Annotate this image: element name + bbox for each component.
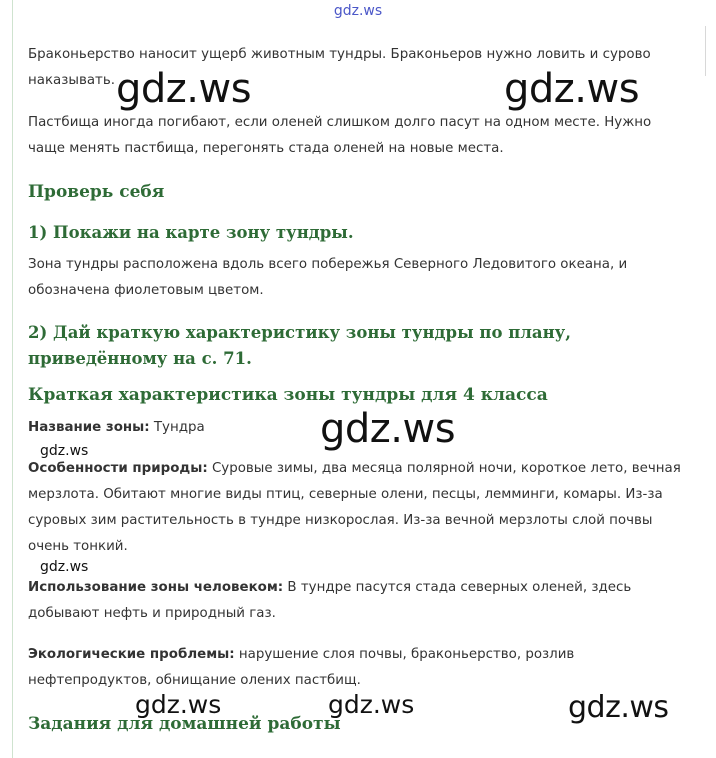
heading-check-yourself: Проверь себя	[28, 182, 165, 202]
answer-1: Зона тундры расположена вдоль всего побережья Северного Ледовитого океана, и обозначена фиолетовым цветом.	[28, 257, 628, 298]
usage-value: В тундре пасутся стада северных оленей, здесь добывают нефть и природный газ.	[28, 580, 632, 621]
nature-value: Суровые зимы, два месяца полярной ночи, короткое лето, вечная мерзлота. Обитают многие виды птиц, северные олени, песцы, лемминги, комары. Из-за суровых зим растительность в тундре низкорослая. Из-за вечной мерзлоты слой почвы очень тонкий.	[28, 461, 681, 554]
question-1: 1) Покажи на карте зону тундры.	[28, 223, 354, 242]
eco-value: нарушение слоя почвы, браконьерство, розлив нефтепродуктов, обнищание олених пастбищ.	[28, 647, 575, 688]
left-border	[12, 0, 13, 758]
right-border	[705, 26, 706, 76]
site-logo[interactable]: gdz.ws	[333, 3, 383, 19]
zone-name-value: Тундра	[149, 420, 205, 435]
watermark: gdz.ws	[568, 690, 669, 725]
watermark: gdz.ws	[116, 66, 252, 112]
usage-label: Использование зоны человеком:	[28, 580, 284, 595]
eco-row	[28, 642, 688, 694]
watermark: gdz.ws	[135, 690, 222, 719]
paragraph-pastures: Пастбища иногда погибают, если оленей слишком долго пасут на одном месте. Нужно чаще менять пастбища, перегонять стада оленей на новые места.	[28, 115, 652, 156]
watermark: gdz.ws	[328, 690, 415, 719]
homework-heading: Задания для домашней работы	[28, 714, 341, 734]
watermark: gdz.ws	[40, 443, 89, 459]
summary-heading: Краткая характеристика зоны тундры для 4 класса	[28, 385, 548, 405]
zone-name-label: Название зоны:	[28, 420, 150, 435]
paragraph-poaching: Браконьерство наносит ущерб животным тундры. Браконьеров нужно ловить и сурово наказывать.	[28, 47, 651, 88]
usage-row	[28, 575, 688, 627]
nature-label: Особенности природы:	[28, 461, 208, 476]
question-2: 2) Дай краткую характеристику зоны тундры по плану, приведённому на с. 71.	[28, 323, 571, 368]
watermark: gdz.ws	[40, 559, 89, 575]
watermark: gdz.ws	[320, 406, 456, 452]
eco-label: Экологические проблемы:	[28, 647, 235, 662]
watermark: gdz.ws	[504, 66, 640, 112]
nature-row	[28, 456, 688, 560]
